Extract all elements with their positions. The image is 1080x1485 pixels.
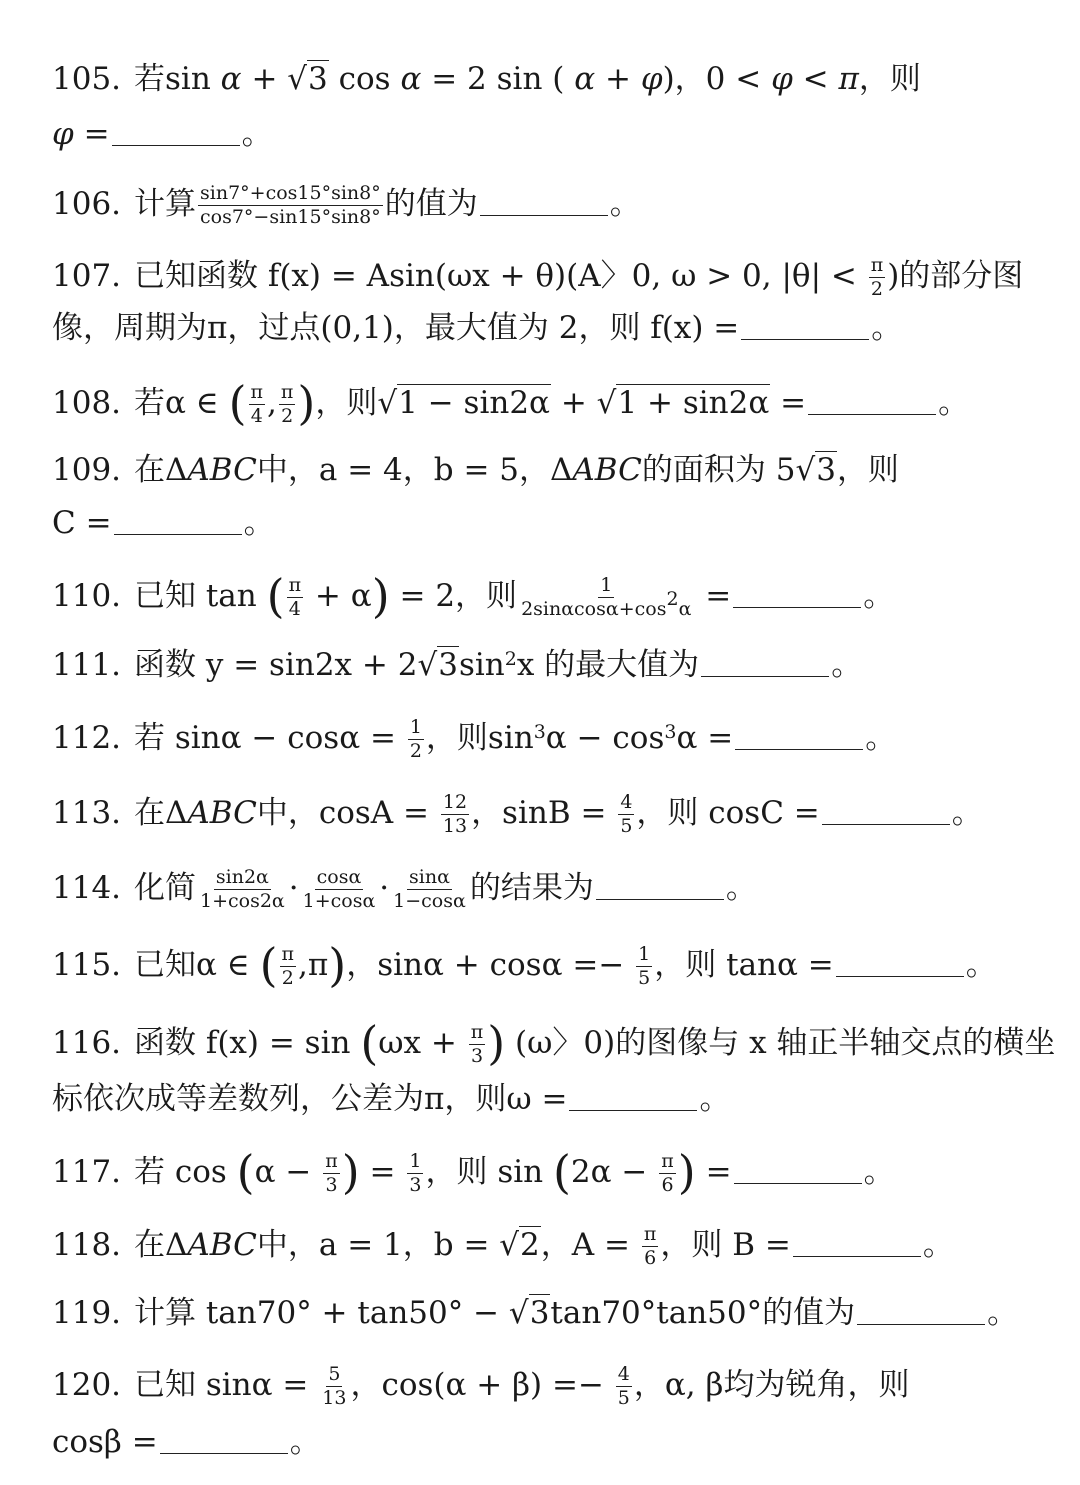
answer-blank[interactable]: [822, 822, 950, 825]
problem-107: 107. 已知函数 f(x) = Asin(ωx + θ)(A〉0, ω > 0, |θ| < $\frac{\pi}{2}$ )的部分图: [52, 254, 1024, 300]
problem-number: 117.: [52, 1154, 122, 1190]
answer-blank[interactable]: [596, 897, 724, 900]
fraction: $\frac{\sin\alpha}{1-\cos\alpha}$: [393, 866, 466, 912]
fraction: $\frac{1}{3}$: [409, 1150, 422, 1196]
problem-number: 120.: [52, 1367, 122, 1403]
problem-116: 116. 函数 f(x) = sin (ωx + $\frac{\pi}{3}$ ) (ω〉0)的图像与 x 轴正半轴交点的横坐: [52, 1016, 1056, 1070]
problem-number: 106.: [52, 186, 122, 222]
problem-109: 109. 在ΔABC中，a = 4，b = 5，ΔABC的面积为 5√3，则: [52, 452, 899, 488]
problem-number: 115.: [52, 947, 122, 983]
problem-105-line2: φ = 。: [52, 116, 273, 152]
answer-blank[interactable]: [857, 1322, 985, 1325]
answer-blank[interactable]: [734, 1181, 862, 1184]
problem-number: 118.: [52, 1227, 122, 1263]
problem-number: 113.: [52, 795, 122, 831]
problem-114: 114. 化简 $\frac{\sin 2\alpha}{1+\cos 2\alpha}$ · $\frac{\cos\alpha}{1+\cos\alpha}$ · $\frac{\sin\alpha}{1-\cos\alpha}$ 的结果为 。: [52, 866, 757, 912]
fraction: $\frac{4}{5}$: [620, 791, 633, 837]
problem-number: 108.: [52, 385, 122, 421]
answer-blank[interactable]: [836, 974, 964, 977]
answer-blank[interactable]: [480, 213, 608, 216]
problem-number: 111.: [52, 647, 122, 683]
fraction: $\frac{4}{5}$: [617, 1363, 630, 1409]
problem-113: 113. 在ΔABC中，cosA = $\frac{12}{13}$ ，sinB = $\frac{4}{5}$ ，则 cosC = 。: [52, 791, 983, 837]
fraction: $\frac{\cos\alpha}{1+\cos\alpha}$: [302, 866, 376, 912]
fraction: $\frac{\pi}{6}$: [643, 1223, 657, 1269]
problem-120: 120. 已知 sinα = $\frac{5}{13}$ ，cos(α + β) =− $\frac{4}{5}$ ，α, β均为锐角，则: [52, 1363, 910, 1409]
answer-blank[interactable]: [793, 1254, 921, 1257]
fraction: $\frac{1}{2}$: [409, 716, 422, 762]
fraction: $\frac{\pi}{4}$: [288, 574, 302, 620]
problem-106: 106. 计算 $\frac{\sin 7^\circ+\cos 15^\circ\sin 8^\circ}{\cos 7^\circ-\sin 15^\circ\sin 8^\circ}$ 的值为 。: [52, 182, 641, 228]
problem-112: 112. 若 sinα − cosα = $\frac{1}{2}$ ，则$\sin^3\alpha - \cos^3\alpha$ = 。: [52, 716, 897, 762]
fraction: $\frac{\pi}{6}$: [661, 1150, 674, 1196]
answer-blank[interactable]: [735, 747, 863, 750]
problem-108: 108. 若α ∈ ( $\frac{\pi}{4}$ , $\frac{\pi}{2}$ )，则√1 − sin2α + √1 + sin2α = 。: [52, 376, 970, 430]
problem-number: 112.: [52, 720, 122, 756]
fraction: $\frac{\pi}{2}$: [870, 254, 884, 300]
fraction: $\frac{\pi}{2}$: [280, 381, 294, 427]
problem-120-line2: cosβ = 。: [52, 1424, 321, 1460]
answer-blank[interactable]: [808, 412, 936, 415]
answer-blank[interactable]: [741, 337, 869, 340]
fraction: $\frac{\sin 7^\circ+\cos 15^\circ\sin 8^\circ}{\cos 7^\circ-\sin 15^\circ\sin 8^\circ}$: [200, 182, 381, 228]
fraction: $\frac{\pi}{4}$: [250, 381, 264, 427]
problem-110: 110. 已知 tan ( $\frac{\pi}{4}$ + α) = 2，则 $\frac{1}{2\sin\alpha\cos\alpha+\cos^2\alpha}$ = 。: [52, 569, 895, 623]
answer-blank[interactable]: [701, 674, 829, 677]
problem-116-line2: 标依次成等差数列，公差为π，则ω = 。: [52, 1081, 731, 1117]
fraction: $\frac{\pi}{2}$: [281, 943, 295, 989]
answer-blank[interactable]: [569, 1108, 697, 1111]
problem-107-line2: 像，周期为π，过点(0,1)，最大值为 2，则 f(x) = 。: [52, 310, 903, 346]
problem-111: 111. 函数 $y = \sin 2x + 2√3\sin^2x$ 的最大值为 。: [52, 647, 863, 683]
fraction: $\frac{12}{13}$: [442, 791, 468, 837]
problem-119: 119. 计算 tan70° + tan50° − √3tan70°tan50°的值为 。: [52, 1295, 1019, 1331]
problem-115: 115. 已知α ∈ ( $\frac{\pi}{2}$ ,π)，sinα + cosα =− $\frac{1}{5}$ ，则 tanα = 。: [52, 938, 997, 992]
problem-105: 105. 若sin α + √3 cos α = 2 sin ( α + φ)，0 < φ < π，则: [52, 61, 921, 97]
fraction: $\frac{\pi}{3}$: [325, 1150, 338, 1196]
problem-109-line2: C = 。: [52, 505, 275, 541]
problem-number: 114.: [52, 870, 122, 906]
answer-blank[interactable]: [112, 143, 240, 146]
fraction: $\frac{5}{13}$: [322, 1363, 347, 1409]
problem-117: 117. 若 cos (α − $\frac{\pi}{3}$ ) = $\frac{1}{3}$ ，则 sin (2α − $\frac{\pi}{6}$ ) = 。: [52, 1145, 895, 1199]
problem-number: 107.: [52, 258, 122, 294]
fraction: $\frac{\sin 2\alpha}{1+\cos 2\alpha}$: [200, 866, 285, 912]
problem-number: 105.: [52, 61, 122, 97]
problem-number: 110.: [52, 578, 122, 614]
problem-number: 116.: [52, 1025, 122, 1061]
fraction: $\frac{\pi}{3}$: [470, 1021, 484, 1067]
answer-blank[interactable]: [733, 605, 861, 608]
fraction: $\frac{1}{5}$: [638, 943, 651, 989]
problem-number: 109.: [52, 452, 122, 488]
problem-118: 118. 在ΔABC中，a = 1，b = √2，A = $\frac{\pi}{6}$ ，则 B = 。: [52, 1223, 954, 1269]
answer-blank[interactable]: [114, 532, 242, 535]
fraction: $\frac{1}{2\sin\alpha\cos\alpha+\cos^2\alpha}$: [521, 574, 692, 620]
problem-number: 119.: [52, 1295, 122, 1331]
answer-blank[interactable]: [160, 1451, 288, 1454]
